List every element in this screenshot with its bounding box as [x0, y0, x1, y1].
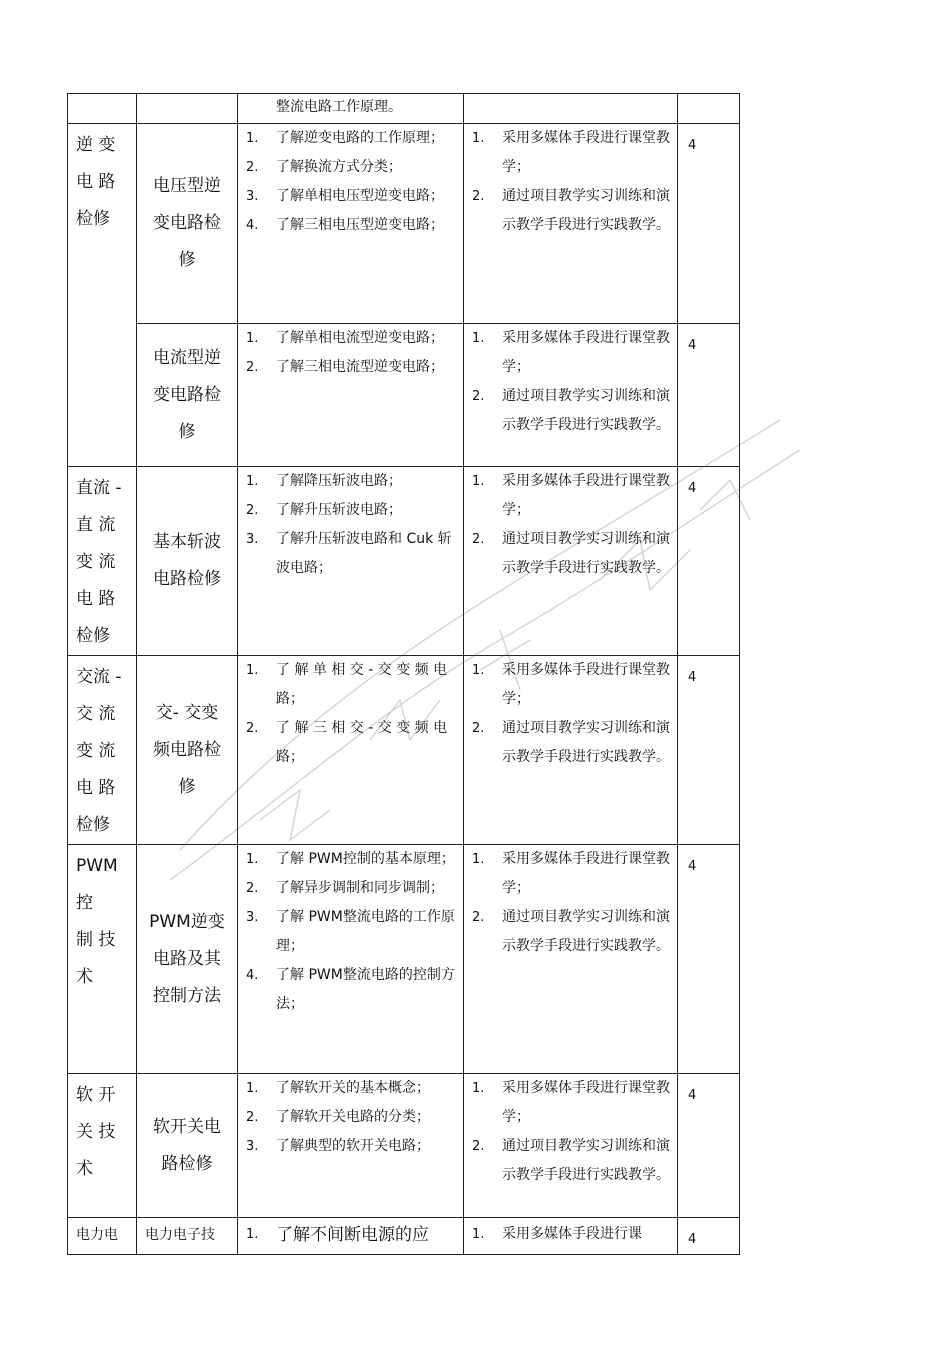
item-text: 了解升压斩波电路； — [276, 502, 402, 518]
section-line: 电路及其 — [153, 948, 221, 969]
section-cell — [137, 1218, 238, 1255]
method-item — [472, 182, 671, 240]
chapter-cell — [68, 124, 137, 467]
method-item — [472, 525, 671, 583]
methods-cell — [464, 845, 678, 1074]
method-item — [472, 714, 671, 772]
hours-value: 4 — [688, 138, 697, 153]
chapter-line: 逆 变 — [76, 135, 116, 155]
goals-cell — [238, 94, 464, 124]
table-row — [68, 324, 740, 467]
chapter-cell — [68, 1074, 137, 1218]
goal-item — [246, 1074, 457, 1103]
item-text: 通过项目教学实习训练和演示教学手段进行实践教学。 — [502, 909, 670, 954]
item-number: 2. — [472, 189, 485, 204]
item-text: 了解单相电压型逆变电路； — [276, 188, 444, 204]
item-text: 了解软开关的基本概念； — [276, 1080, 430, 1096]
hours-cell — [678, 94, 740, 124]
item-number: 2. — [246, 881, 259, 896]
chapter-cell — [68, 656, 137, 845]
method-item — [472, 467, 671, 525]
hours-cell — [678, 845, 740, 1074]
goal-item — [246, 496, 457, 525]
section-cell — [137, 1074, 238, 1218]
item-text: 了 解 三 相 交 - 交 变 频 电路； — [276, 720, 448, 765]
section-line: 路检修 — [161, 1153, 213, 1174]
table-row-continued — [68, 94, 740, 124]
item-text: 了解异步调制和同步调制； — [276, 880, 444, 896]
item-number: 1. — [472, 331, 485, 346]
chapter-line: 制 技 — [76, 930, 116, 950]
chapter-line: 检修 — [76, 815, 110, 835]
chapter-line: PWM控 — [76, 856, 118, 913]
goal-item — [246, 903, 457, 961]
chapter-line: 关 技 — [76, 1122, 116, 1142]
goals-cell — [238, 1074, 464, 1218]
item-number: 1. — [246, 1081, 259, 1096]
chapter-line: 电力电 — [76, 1227, 118, 1243]
section-cell — [137, 656, 238, 845]
methods-cell — [464, 1074, 678, 1218]
methods-cell — [464, 1218, 678, 1255]
item-text: 了解三相电流型逆变电路； — [276, 359, 444, 375]
hours-cell — [678, 656, 740, 845]
item-number: 1. — [246, 663, 259, 678]
item-number: 3. — [246, 1139, 259, 1154]
table-row — [68, 656, 740, 845]
chapter-line: 检修 — [76, 209, 110, 229]
section-line: 修 — [178, 250, 196, 270]
section-line: 变电路检 — [153, 213, 221, 233]
chapter-line: 电 路 — [76, 778, 116, 798]
chapter-line: 直流 - — [76, 478, 122, 498]
goals-cell — [238, 124, 464, 324]
goals-cell — [238, 324, 464, 467]
item-number: 1. — [472, 852, 485, 867]
chapter-line: 直 流 — [76, 515, 116, 535]
item-number: 2. — [246, 360, 259, 375]
goal-item — [246, 182, 457, 211]
method-item — [472, 845, 671, 903]
item-text: 了解单相电流型逆变电路； — [276, 330, 444, 346]
section-cell — [137, 845, 238, 1074]
goals-cell — [238, 467, 464, 656]
section-cell — [137, 94, 238, 124]
goal-item — [246, 1132, 457, 1161]
hours-cell — [678, 1074, 740, 1218]
goal-item — [246, 1103, 457, 1132]
method-item — [472, 124, 671, 182]
item-text: 通过项目教学实习训练和演示教学手段进行实践教学。 — [502, 188, 670, 233]
table-row-cutoff — [68, 1218, 740, 1255]
section-line: 电流型逆 — [153, 347, 221, 368]
item-text: 采用多媒体手段进行课 — [502, 1226, 642, 1242]
course-table — [67, 93, 740, 1255]
hours-value: 4 — [688, 481, 697, 496]
item-text: 采用多媒体手段进行课堂教学； — [502, 1080, 670, 1125]
item-text: 通过项目教学实习训练和演示教学手段进行实践教学。 — [502, 1138, 670, 1183]
goal-item — [246, 467, 457, 496]
goals-cell — [238, 1218, 464, 1255]
section-line: PWM逆变 — [149, 911, 225, 932]
item-text: 了解换流方式分类； — [276, 159, 402, 175]
method-item — [472, 324, 671, 382]
item-number: 1. — [472, 1081, 485, 1096]
item-text: 通过项目教学实习训练和演示教学手段进行实践教学。 — [502, 388, 670, 433]
item-text: 通过项目教学实习训练和演示教学手段进行实践教学。 — [502, 531, 670, 576]
section-line: 电压型逆 — [153, 176, 221, 196]
item-text: 了解软开关电路的分类； — [276, 1109, 430, 1125]
methods-cell — [464, 124, 678, 324]
hours-cell — [678, 467, 740, 656]
goal-item — [246, 525, 457, 583]
hours-value: 4 — [688, 859, 697, 874]
goals-cell — [238, 656, 464, 845]
section-line: 修 — [178, 776, 196, 797]
item-number: 1. — [472, 131, 485, 146]
item-number: 3. — [246, 189, 259, 204]
item-text: 通过项目教学实习训练和演示教学手段进行实践教学。 — [502, 720, 670, 765]
item-number: 3. — [246, 532, 259, 547]
method-item — [472, 1074, 671, 1132]
methods-cell — [464, 467, 678, 656]
section-line: 电力电子技 — [145, 1227, 215, 1243]
table-row — [68, 467, 740, 656]
item-number: 3. — [246, 910, 259, 925]
chapter-line: 电 路 — [76, 172, 116, 192]
item-number: 2. — [472, 721, 485, 736]
method-item — [472, 1220, 671, 1249]
chapter-line: 变 流 — [76, 741, 116, 761]
goal-item — [246, 845, 457, 874]
item-number: 2. — [246, 503, 259, 518]
chapter-line: 术 — [76, 967, 93, 987]
goal-item — [246, 656, 457, 714]
section-line: 交- 交变 — [155, 702, 219, 723]
item-number: 1. — [472, 1227, 485, 1242]
item-number: 2. — [472, 389, 485, 404]
item-text: 采用多媒体手段进行课堂教学； — [502, 473, 670, 518]
chapter-line: 术 — [76, 1159, 93, 1179]
item-number: 2. — [472, 910, 485, 925]
section-cell — [137, 124, 238, 324]
hours-cell — [678, 124, 740, 324]
item-text: 采用多媒体手段进行课堂教学； — [502, 330, 670, 375]
item-number: 1. — [246, 474, 259, 489]
section-line: 软开关电 — [153, 1116, 221, 1137]
chapter-cell — [68, 467, 137, 656]
chapter-cell — [68, 845, 137, 1074]
item-number: 2. — [246, 1110, 259, 1125]
hours-value: 4 — [688, 1232, 697, 1247]
section-cell — [137, 324, 238, 467]
goal-item — [246, 874, 457, 903]
hours-value: 4 — [688, 338, 697, 353]
item-text: 采用多媒体手段进行课堂教学； — [502, 851, 670, 896]
item-text: 了解升压斩波电路和 Cuk 斩波电路； — [276, 531, 452, 576]
section-line: 基本斩波 — [153, 532, 221, 552]
goal-text: 整流电路工作原理。 — [276, 99, 402, 115]
item-number: 1. — [246, 131, 259, 146]
method-item — [472, 656, 671, 714]
item-number: 4. — [246, 218, 259, 233]
goal-item — [246, 1224, 457, 1246]
item-number: 2. — [472, 1139, 485, 1154]
chapter-line: 变 流 — [76, 552, 116, 572]
item-number: 2. — [246, 160, 259, 175]
item-text: 了解典型的软开关电路； — [276, 1138, 430, 1154]
goal-item — [246, 324, 457, 353]
item-number: 1. — [246, 852, 259, 867]
chapter-line: 交流 - — [76, 667, 122, 687]
section-line: 修 — [178, 421, 196, 442]
item-number: 1. — [472, 663, 485, 678]
goals-cell — [238, 845, 464, 1074]
item-text: 了解三相电压型逆变电路； — [276, 217, 444, 233]
hours-cell — [678, 324, 740, 467]
chapter-line: 电 路 — [76, 589, 116, 609]
section-line: 控制方法 — [153, 985, 221, 1006]
item-number: 1. — [246, 1227, 259, 1242]
item-number: 1. — [246, 331, 259, 346]
chapter-line: 交 流 — [76, 704, 116, 724]
chapter-line: 检修 — [76, 626, 110, 646]
chapter-cell — [68, 94, 137, 124]
table-row — [68, 124, 740, 324]
item-number: 2. — [246, 721, 259, 736]
section-cell — [137, 467, 238, 656]
method-item — [472, 1132, 671, 1190]
table-row — [68, 1074, 740, 1218]
item-text: 采用多媒体手段进行课堂教学； — [502, 130, 670, 175]
item-text: 了解不间断电源的应 — [276, 1225, 429, 1245]
goal-item — [246, 153, 457, 182]
item-number: 1. — [472, 474, 485, 489]
item-text: 了解逆变电路的工作原理； — [276, 130, 444, 146]
goal-item — [246, 124, 457, 153]
chapter-line: 软 开 — [76, 1085, 116, 1105]
section-line: 电路检修 — [153, 569, 221, 589]
item-text: 了解 PWM整流电路的工作原理； — [276, 909, 455, 954]
goal-item — [246, 961, 457, 1019]
section-line: 频电路检 — [153, 739, 221, 760]
goal-item — [246, 714, 457, 772]
item-number: 4. — [246, 968, 259, 983]
goal-item — [246, 353, 457, 382]
methods-cell — [464, 656, 678, 845]
method-item — [472, 382, 671, 440]
item-text: 了解 PWM控制的基本原理； — [276, 851, 455, 867]
item-number: 2. — [472, 532, 485, 547]
goal-item — [246, 211, 457, 240]
item-text: 采用多媒体手段进行课堂教学； — [502, 662, 670, 707]
hours-cell — [678, 1218, 740, 1255]
method-item — [472, 903, 671, 961]
hours-value: 4 — [688, 670, 697, 685]
methods-cell — [464, 94, 678, 124]
item-text: 了解 PWM整流电路的控制方法； — [276, 967, 455, 1012]
hours-value: 4 — [688, 1088, 697, 1103]
section-line: 变电路检 — [153, 384, 221, 405]
item-text: 了 解 单 相 交 - 交 变 频 电路； — [276, 662, 448, 707]
methods-cell — [464, 324, 678, 467]
chapter-cell — [68, 1218, 137, 1255]
table-row — [68, 845, 740, 1074]
item-text: 了解降压斩波电路； — [276, 473, 402, 489]
